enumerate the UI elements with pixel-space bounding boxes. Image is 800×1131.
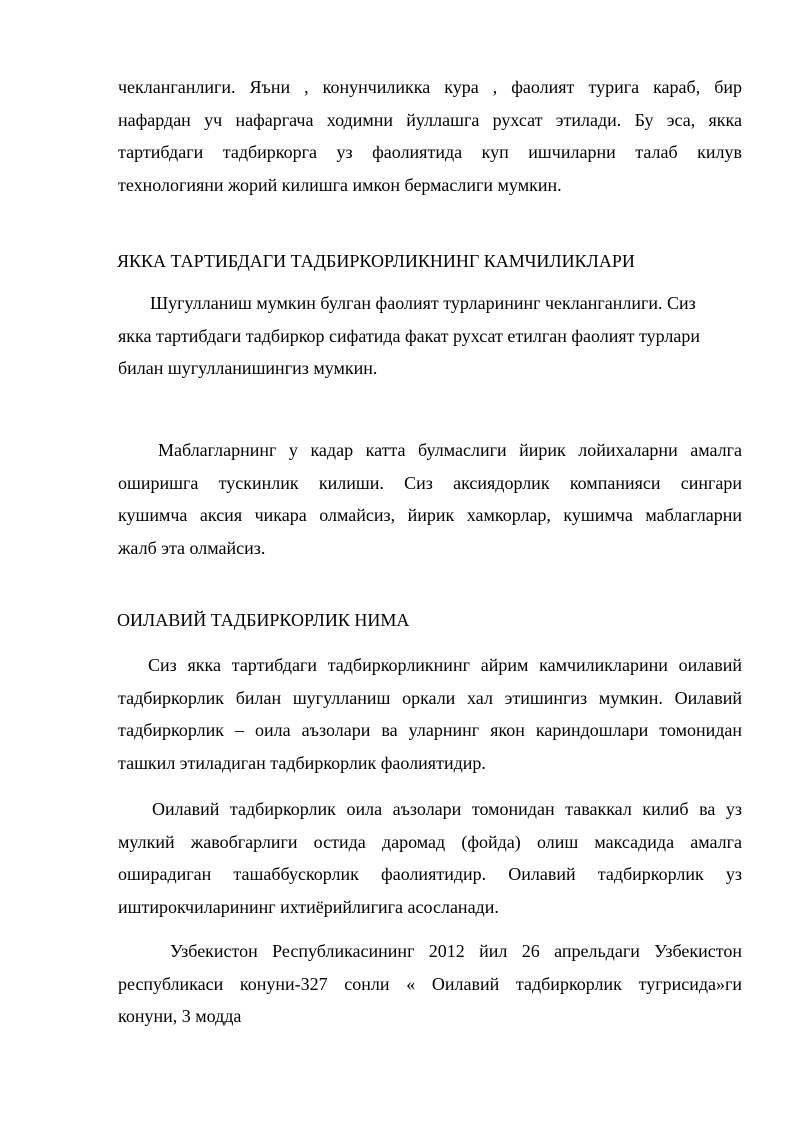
text-line: мулкий жавобгарлиги остида даромад (фойда) олиш максадида амалга — [118, 831, 742, 852]
text-line: Сиз якка тартибдаги тадбиркорликнинг айрим камчиликларини оилавий — [148, 655, 742, 675]
paragraph-law-reference — [118, 935, 742, 1033]
text-line: технологияни жорий килишга имкон бермаслиги мумкин. — [118, 174, 562, 195]
text-line: кушимча аксия чикара олмайсиз, йирик хамкорлар, кушимча маблагларни — [118, 505, 742, 525]
text-line: жалб эта олмайсиз. — [118, 537, 266, 558]
text-line: тартибдаги тадбиркорга уз фаолиятида куп ишчиларни талаб килув — [118, 142, 742, 162]
text-line: оширадиган ташаббускорлик фаолиятидир. Оилавий тадбиркорлик уз — [118, 864, 742, 884]
text-line: оширишга тускинлик килиши. Сиз аксиядорлик компанияси сингари — [118, 472, 742, 493]
paragraph-activity-limits — [118, 287, 742, 385]
paragraph-funding-limits — [118, 434, 742, 564]
text-line: ташкил этиладиган тадбиркорлик фаолиятидир. — [118, 752, 486, 773]
text-line: чекланганлиги. Яъни , конунчиликка кура , фаолият турига караб, бир — [118, 77, 742, 97]
text-line: Оилавий тадбиркорлик оила аъзолари томонидан таваккал килиб ва уз — [152, 799, 742, 819]
text-line: билан шугулланишингиз мумкин. — [118, 358, 378, 378]
text-line: Шугулланиш мумкин булган фаолият турларининг чекланганлиги. Сиз — [150, 293, 696, 313]
text-line: Маблагларнинг у кадар катта булмаслиги йирик лойихаларни амалга — [158, 440, 742, 460]
section-heading-drawbacks: ЯККА ТАРТИБДАГИ ТАДБИРКОРЛИКНИНГ КАМЧИЛИКЛАРИ — [117, 251, 635, 271]
text-line: тадбиркорлик билан шугулланиш оркали хал этишингиз мумкин. Оилавий — [118, 687, 742, 708]
text-line: республикаси конуни-327 сонли « Оилавий тадбиркорлик тугрисида»ги — [118, 973, 742, 994]
text-line: конуни, 3 модда — [118, 1006, 242, 1026]
text-line: якка тартибдаги тадбиркор сифатида факат рухсат етилган фаолият турлари — [118, 325, 701, 346]
text-line: тадбиркорлик – оила аъзолари ва уларнинг якон кариндошлари томонидан — [118, 720, 742, 740]
text-line: нафардан уч нафаргача ходимни йуллашга рухсат этилади. Бу эса, якка — [118, 109, 742, 130]
text-line: иштирокчиларининг ихтиёрийлигига асосланади. — [118, 896, 499, 917]
paragraph-family-solution — [118, 649, 742, 779]
paragraph-family-definition — [118, 793, 742, 923]
section-heading-family-business: ОИЛАВИЙ ТАДБИРКОРЛИК НИМА — [117, 610, 410, 630]
text-line: Узбекистон Республикасининг 2012 йил 26 апрельдаги Узбекистон — [170, 941, 742, 961]
paragraph-intro-continuation — [118, 71, 742, 201]
